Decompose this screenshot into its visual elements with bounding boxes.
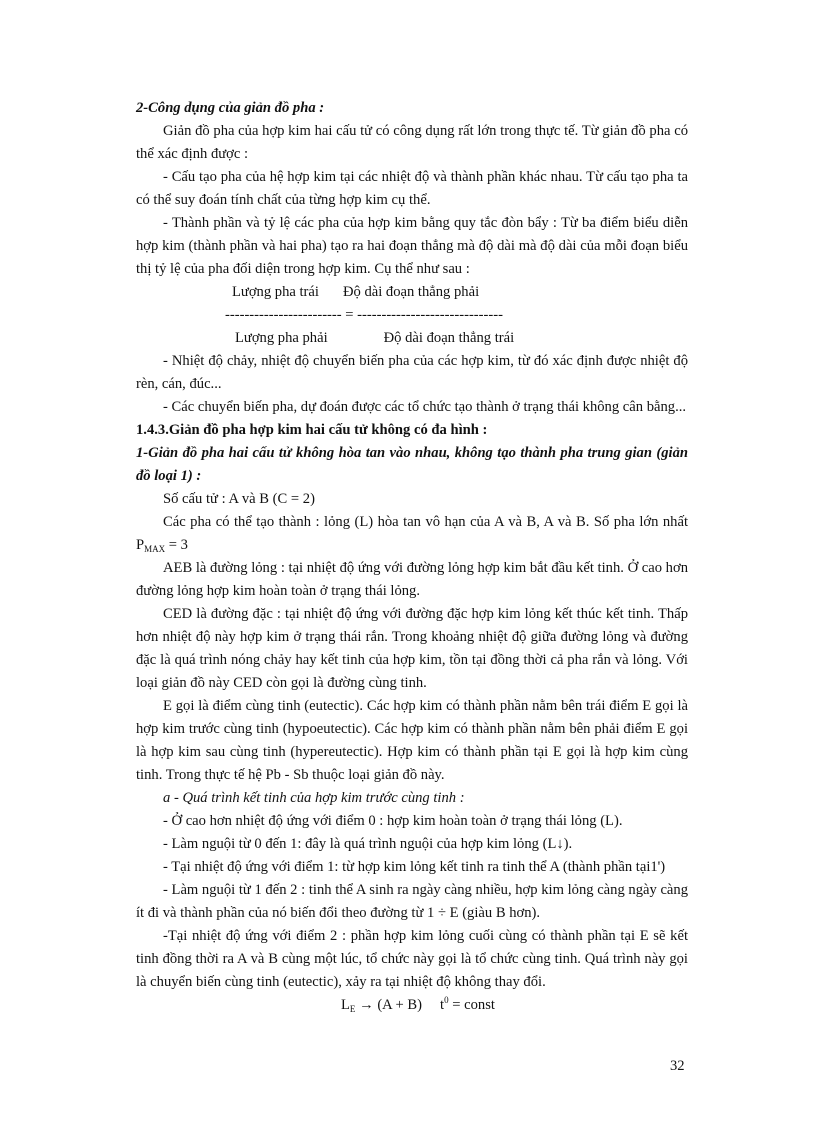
list-item: - Làm nguội từ 1 đến 2 : tinh thể A sinh ra ngày càng nhiều, hợp kim lỏng càng ngày càng ít đi và thành phần của nó biến đổi theo đường từ 1 ÷ E (giàu B hơn). — [136, 882, 688, 921]
paragraph: CED là đường đặc : tại nhiệt độ ứng với đường đặc hợp kim lỏng kết thúc kết tinh. Thấp hơn nhiệt độ này hợp kim ở trạng thái rắn. Trong khoảng nhiệt độ giữa đường lỏng và đường đặc là quá trình nóng chảy hay kết tinh của hợp kim, tồn tại đồng thời cả pha rắn và lỏng. Với loại giản đồ này CED còn gọi là đường cùng tinh. — [136, 606, 688, 691]
formula-l: L — [341, 997, 350, 1013]
paragraph-text: Các pha có thể tạo thành : lỏng (L) hòa tan vô hạn của A và B, A và B. Số pha lớn nhất P — [136, 514, 688, 553]
lever-den-left: Lượng pha phải — [235, 330, 328, 346]
paragraph: - Thành phần và tỷ lệ các pha của hợp kim bằng quy tắc đòn bẩy : Từ ba điểm biểu diễn hợp kim (thành phần và hai pha) tạo ra hai đoạn thẳng mà độ dài mà độ dài của mỗi đoạn biểu thị tỷ lệ của pha đối diện trong hợp kim. Cụ thể như sau : — [136, 215, 688, 277]
lever-num-right: Độ dài đoạn thẳng phải — [342, 284, 480, 300]
formula-arrow: → — [355, 997, 378, 1013]
paragraph: AEB là đường lỏng : tại nhiệt độ ứng với đường lỏng hợp kim bắt đầu kết tinh. Ở cao hơn đường lỏng hợp kim hoàn toàn ở trạng thái lỏng. — [136, 560, 688, 599]
paragraph: Giản đồ pha của hợp kim hai cấu tử có công dụng rất lớn trong thực tế. Từ giản đồ pha có thể xác định được : — [136, 123, 688, 162]
lever-rule-formula — [136, 281, 688, 350]
paragraph: E gọi là điểm cùng tinh (eutectic). Các hợp kim có thành phần nằm bên trái điểm E gọi là hợp kim trước cùng tinh (hypoeutectic). Các hợp kim có thành phần nằm bên phải điểm E gọi là hợp kim sau cùng tinh (hypereutectic). Hợp kim có thành phần tại E gọi là hợp kim cùng tinh. Trong thực tế hệ Pb - Sb thuộc loại giản đồ này. — [136, 698, 688, 783]
paragraph: - Nhiệt độ chảy, nhiệt độ chuyển biến pha của các hợp kim, từ đó xác định được nhiệt độ rèn, cán, đúc... — [136, 353, 688, 392]
subsection-heading-diagram-type-1: 1-Giản đồ pha hai cấu tử không hòa tan vào nhau, không tạo thành pha trung gian (giản đồ loại 1) : — [136, 445, 688, 484]
lever-fraction-line: ------------------------ = ------------------------------ — [225, 307, 503, 323]
list-item: - Tại nhiệt độ ứng với điểm 1: từ hợp kim lỏng kết tinh ra tinh thể A (thành phần tại1') — [163, 859, 666, 875]
paragraph — [136, 511, 688, 557]
formula-t-superscript: 0 — [444, 995, 449, 1005]
paragraph: Số cấu tử : A và B (C = 2) — [163, 491, 315, 507]
list-item: - Làm nguội từ 0 đến 1: đây là quá trình nguội của hợp kim lỏng (L↓). — [163, 836, 573, 852]
paragraph-text: = 3 — [165, 537, 188, 553]
lever-num-left: Lượng pha trái — [232, 284, 319, 300]
section-heading-usage: 2-Công dụng của giản đồ pha : — [136, 100, 325, 116]
formula-rhs: (A + B) — [377, 997, 423, 1013]
subsection-heading-a: a - Quá trình kết tinh của hợp kim trước cùng tinh : — [163, 790, 465, 806]
section-heading-1-4-3: 1.4.3.Giản đồ pha hợp kim hai cấu tử không có đa hình : — [136, 422, 488, 438]
eutectic-formula — [136, 994, 688, 1017]
lever-denominator-row — [136, 327, 688, 350]
formula-l-subscript: E — [349, 1004, 356, 1014]
document-page — [136, 97, 688, 1017]
paragraph: - Các chuyển biến pha, dự đoán được các tổ chức tạo thành ở trạng thái không cân bằng... — [163, 399, 687, 415]
subscript-max: MAX — [144, 544, 166, 554]
formula-t: t — [440, 997, 445, 1013]
list-item: - Ở cao hơn nhiệt độ ứng với điểm 0 : hợp kim hoàn toàn ở trạng thái lỏng (L). — [163, 813, 623, 829]
list-item: -Tại nhiệt độ ứng với điểm 2 : phần hợp kim lỏng cuối cùng có thành phần tại E sẽ kết tinh đồng thời ra A và B cùng một lúc, tổ chức này gọi là tổ chức cùng tinh. Quá trình này gọi là chuyển biến cùng tinh (eutectic), xảy ra tại nhiệt độ không thay đổi. — [136, 928, 688, 990]
formula-const: = const — [448, 997, 495, 1013]
paragraph: - Cấu tạo pha của hệ hợp kim tại các nhiệt độ và thành phần khác nhau. Từ cấu tạo pha ta có thể suy đoán tính chất của từng hợp kim cụ thể. — [136, 169, 688, 208]
lever-numerator-row — [136, 281, 688, 304]
page-number: 32 — [670, 1058, 685, 1074]
lever-den-right: Độ dài đoạn thẳng trái — [383, 330, 515, 346]
